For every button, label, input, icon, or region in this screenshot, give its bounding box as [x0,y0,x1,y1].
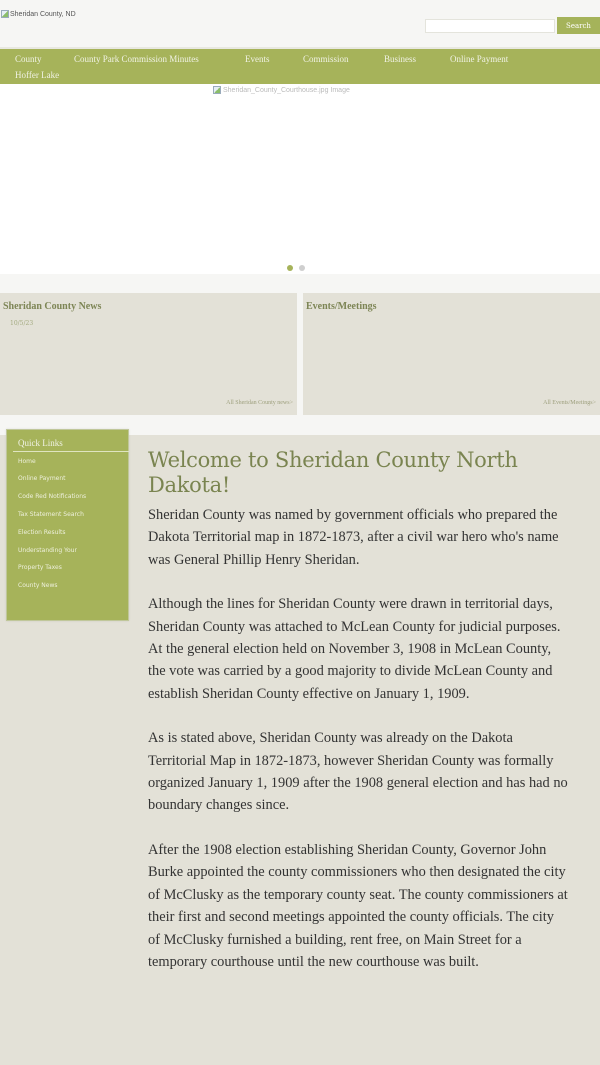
quick-link-home[interactable]: Home [18,458,36,465]
nav-item-county[interactable]: County [15,54,42,64]
news-date: 10/5/23 [10,320,34,327]
all-news-link[interactable]: All Sheridan County news> [226,400,293,406]
nav-item-business[interactable]: Business [384,54,417,64]
search-input[interactable] [425,19,555,33]
hero-image-alt: Sheridan_County_Courthouse.jpg Image [223,86,350,94]
quick-link-understanding-property-taxes-2[interactable]: Property Taxes [18,564,62,571]
logo-alt-text: Sheridan County, ND [10,10,76,18]
hero-slideshow [0,84,600,274]
nav-item-hoffer-lake[interactable]: Hoffer Lake [15,70,60,80]
paragraph-4: After the 1908 election establishing Sheridan County, Governor John Burke appointed the county commissioners who then designated the city of McClusky as the temporary county seat. The county commissioners at their first and second meetings appointed the county officials. The city of McClusky furnished a building, rent free, on Main Street for a temporary courthouse until the new courthouse was built. [148,841,568,970]
all-events-link[interactable]: All Events/Meetings> [543,400,596,406]
page-title: Welcome to Sheridan County North Dakota! [148,448,518,497]
search-button[interactable]: Search [557,17,600,34]
paragraph-1: Sheridan County was named by government officials who prepared the Dakota Territorial map in 1872-1873, after a civil war hero who's name was General Phillip Henry Sheridan. [148,507,559,568]
nav-item-events[interactable]: Events [245,54,270,64]
quick-link-code-red[interactable]: Code Red Notifications [18,493,87,500]
quick-link-understanding-property-taxes[interactable]: Understanding Your [18,547,77,554]
site-logo[interactable] [1,10,76,18]
events-panel-title: Events/Meetings [306,301,377,312]
quick-link-online-payment[interactable]: Online Payment [18,475,66,482]
quick-link-election-results[interactable]: Election Results [18,529,66,536]
broken-image-icon [1,10,9,18]
slide-dot-1[interactable] [287,265,293,271]
hero-image [213,86,350,94]
nav-item-county-park-commission-minutes[interactable]: County Park Commission Minutes [74,54,199,64]
site-header [0,0,600,47]
welcome-article [148,448,568,995]
paragraph-2: Although the lines for Sheridan County were drawn in territorial days, Sheridan County was attached to McLean County for judicial purposes. At the general election held on November 3, 1908 in McLean County, the vote was carried by a good majority to divide McLean County and establish Sheridan County effective on January 1, 1909. [148,596,561,702]
news-panel-title: Sheridan County News [3,301,102,312]
quick-links-title: Quick Links [18,438,63,448]
quick-link-tax-statement[interactable]: Tax Statement Search [18,511,84,518]
nav-item-online-payment[interactable]: Online Payment [450,54,509,64]
quick-links-box [6,429,129,621]
news-panel [0,293,297,415]
events-panel [303,293,600,415]
broken-image-icon [213,86,221,94]
quick-link-county-news[interactable]: County News [18,582,58,589]
main-nav [0,47,600,84]
divider [13,451,129,452]
nav-item-commission[interactable]: Commission [303,54,349,64]
slide-dot-2[interactable] [299,265,305,271]
paragraph-3: As is stated above, Sheridan County was already on the Dakota Territorial Map in 1872-1873, however Sheridan County was formally organized January 1, 1909 after the 1908 general election and has had no boundary changes since. [148,730,568,814]
